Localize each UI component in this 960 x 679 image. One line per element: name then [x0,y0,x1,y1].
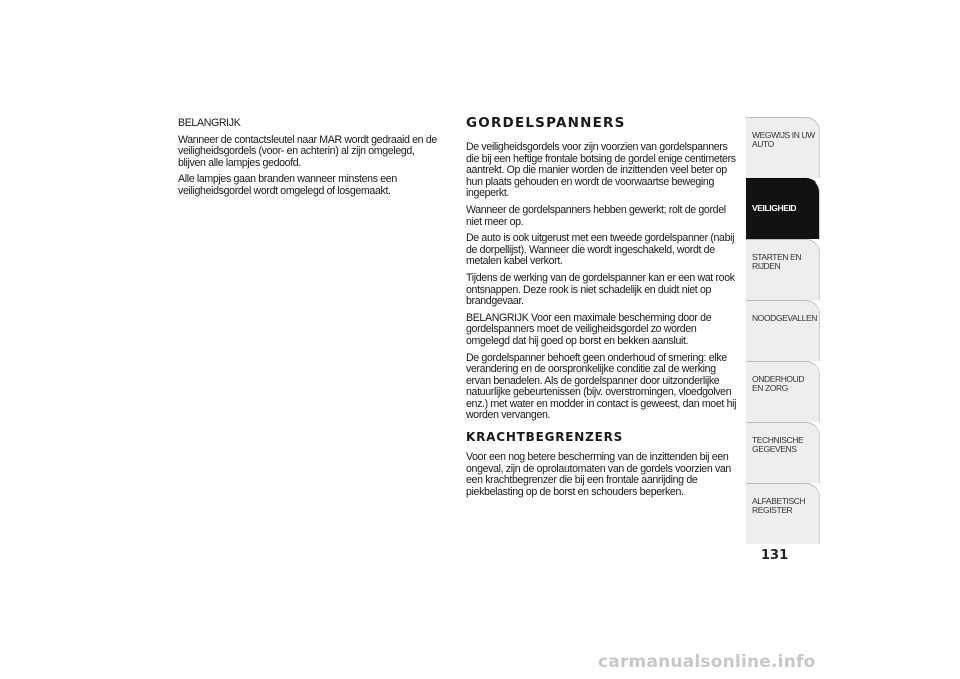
right-column [466,115,742,503]
paragraph: De auto is ook uitgerust met een tweede gordelspanner (nabij de dorpellijst). Wanneer die wordt ingeschakeld, wordt de metalen kabel verkort. [466,232,735,268]
paragraph: Alle lampjes gaan branden wanneer minstens een veiligheidsgordel wordt omgelegd of losgemaakt. [178,173,397,197]
paragraph: De gordelspanner behoeft geen onderhoud of smering: elke verandering en de oorspronkelijke conditie zal de werking ervan benadelen. Als de gordelspanner door uitzonderlijke natuurlijke gebeurtenissen (bijv. overstromingen, vloedgolven enz.) met water en modder in contact is geweest, dan moet hij worden vervangen. [466,351,737,422]
page-number: 131 [761,548,789,563]
tab-alfabetisch-register[interactable]: ALFABETISCH REGISTER [746,483,820,544]
section-heading-krachtbegrenzers: KRACHTBEGRENZERS [466,430,624,445]
tab-starten-en-rijden[interactable]: STARTEN EN RIJDEN [746,239,820,300]
tab-technische-gegevens[interactable]: TECHNISCHE GEGEVENS [746,422,820,483]
tab-noodgevallen[interactable]: NOODGEVALLEN [746,300,820,361]
section-heading-gordelspanners: GORDELSPANNERS [466,115,626,131]
left-column [178,118,440,203]
watermark: carmanualsonline.info [598,652,816,672]
paragraph: Wanneer de gordelspanners hebben gewerkt; rolt de gordel niet meer op. [466,203,726,228]
tab-veiligheid[interactable]: VEILIGHEID [746,178,820,239]
chapter-tabs [746,117,820,544]
tab-onderhoud-en-zorg[interactable]: ONDERHOUD EN ZORG [746,361,820,422]
paragraph: Voor een nog betere bescherming van de inzittenden bij een ongeval, zijn de oprolautomaten van de gordels voorzien van een krachtbegrenzer die bij een frontale aanrijding de piekbelasting op de borst en schouders beperken. [466,451,731,498]
paragraph: BELANGRIJK Voor een maximale bescherming door de gordelspanners moet de veiligheidsgordel zo worden omgelegd dat hij goed op borst en bekken aansluit. [466,311,712,347]
paragraph: Wanneer de contactsleutel naar MAR wordt gedraaid en de veiligheidsgordels (voor- en achterin) al zijn omgelegd, blijven alle lampjes gedoofd. [178,133,437,169]
important-label: BELANGRIJK [178,117,241,129]
paragraph: De veiligheidsgordels voor zijn voorzien van gordelspanners die bij een heftige frontale botsing de gordel enige centimeters aantrekt. Op die manier worden de inzittenden veel beter op hun plaats gehouden en wordt de voorwaartse beweging ingeperkt. [466,141,736,200]
paragraph: Tijdens de werking van de gordelspanner kan er een wat rook ontsnappen. Deze rook is niet schadelijk en duidt niet op brandgevaar. [466,271,735,308]
tab-wegwijs[interactable]: WEGWIJS IN UW AUTO [746,117,820,178]
